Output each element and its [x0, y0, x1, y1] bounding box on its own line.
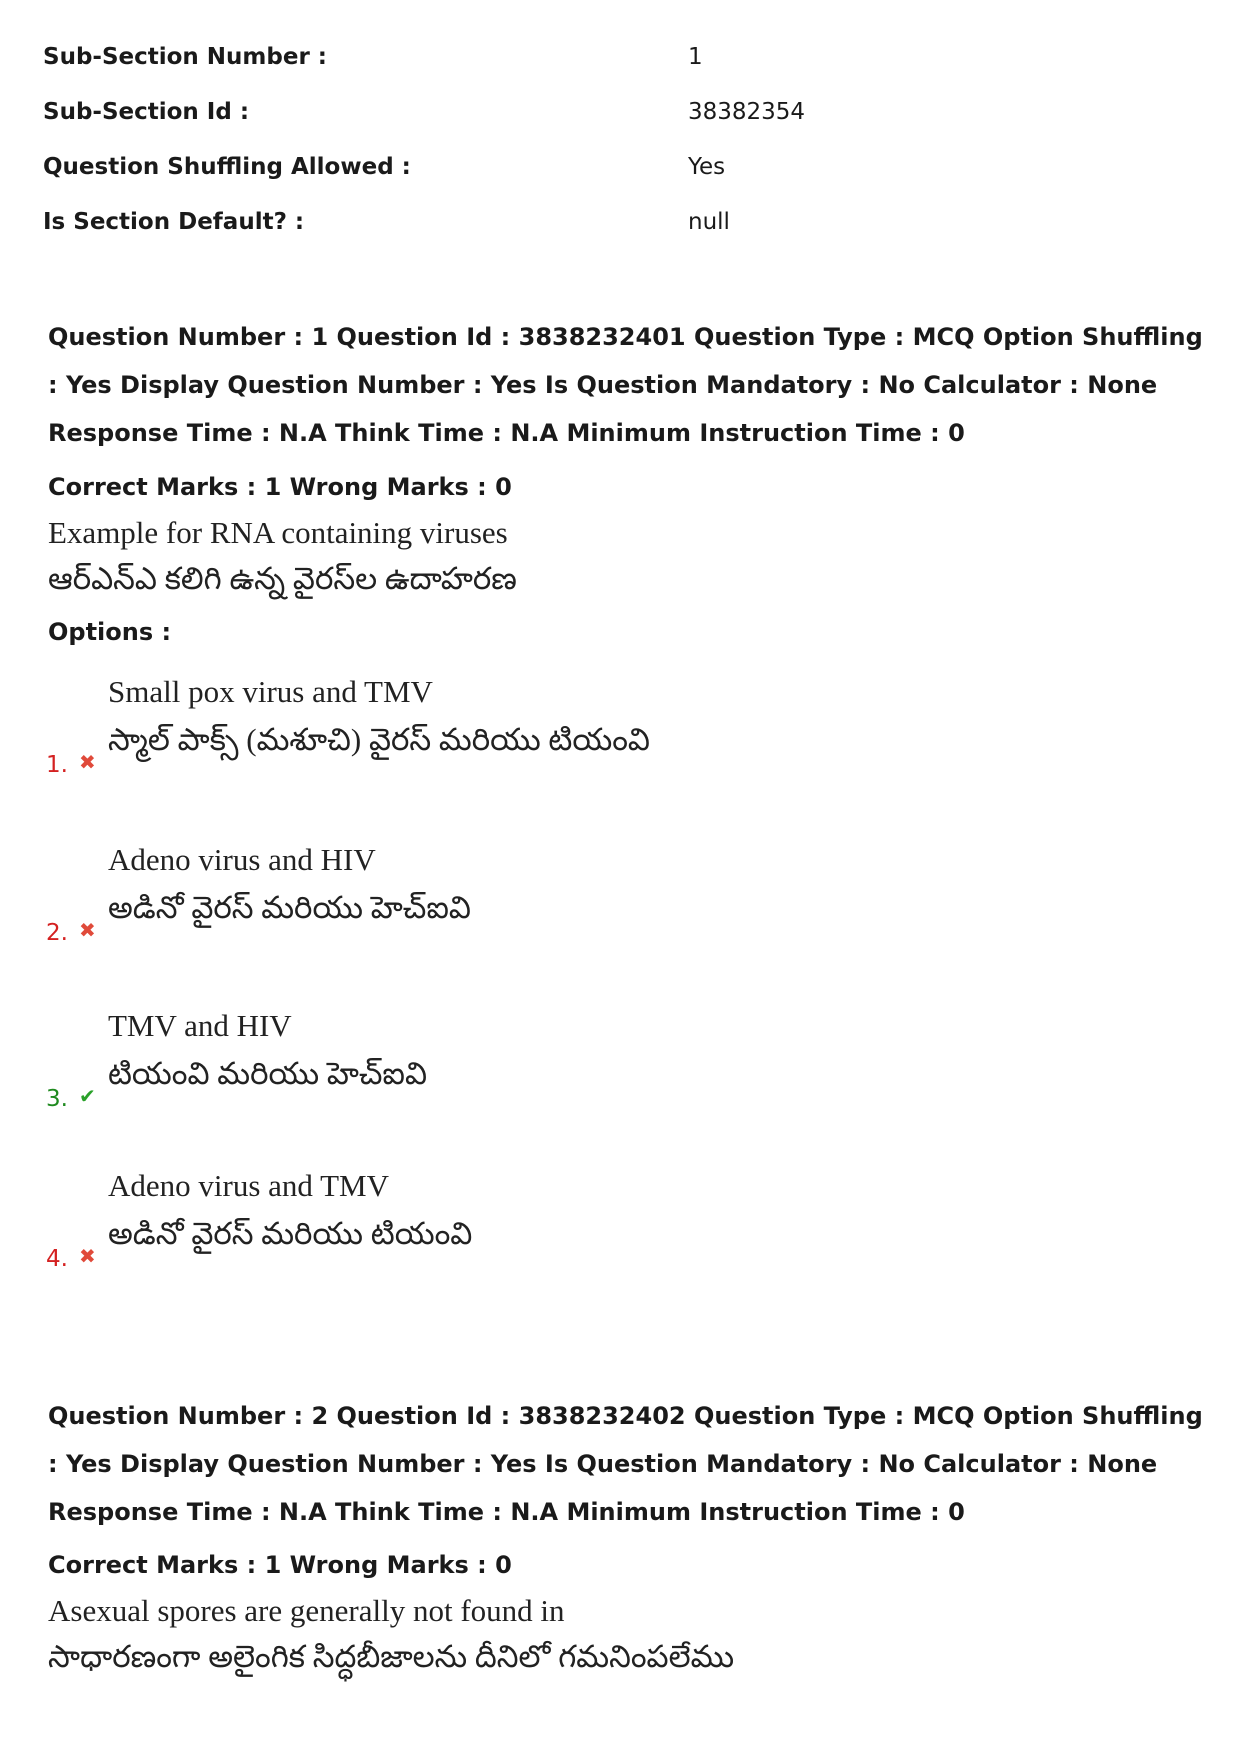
- question-stem-english: Example for RNA containing viruses: [48, 515, 508, 550]
- option-telugu: టియంవి మరియు హెచ్ఐవి: [108, 1056, 427, 1091]
- question-stem-telugu: ఆర్ఎన్ఎ కలిగి ఉన్న వైరస్‌ల ఉదాహరణ: [48, 561, 517, 596]
- question-shuffling-value: Yes: [688, 154, 726, 180]
- option-telugu: అడినో వైరస్ మరియు హెచ్ఐవి: [108, 890, 471, 925]
- section-default-value: null: [688, 209, 730, 235]
- option-number: 4.: [46, 1246, 68, 1272]
- option-english: Small pox virus and TMV: [108, 674, 433, 709]
- wrong-cross-icon: ✖: [79, 918, 96, 942]
- option-text: [108, 1002, 427, 1098]
- correct-check-icon: ✔: [79, 1084, 96, 1108]
- option-telugu: అడినో వైరస్ మరియు టియంవి: [108, 1216, 473, 1251]
- subsection-id-value: 38382354: [688, 99, 806, 125]
- option-number: 3.: [46, 1086, 68, 1112]
- subsection-number-label: Sub-Section Number :: [43, 44, 328, 70]
- question-marks: Correct Marks : 1 Wrong Marks : 0: [48, 473, 512, 501]
- question-shuffling-label: Question Shuffling Allowed :: [43, 154, 411, 180]
- wrong-cross-icon: ✖: [79, 750, 96, 774]
- option-text: [108, 1162, 472, 1258]
- subsection-number-value: 1: [688, 44, 703, 70]
- option-1: [46, 668, 846, 778]
- option-number: 2.: [46, 920, 68, 946]
- option-3: [46, 1002, 846, 1112]
- question-stem-english: Asexual spores are generally not found in: [48, 1593, 565, 1628]
- wrong-cross-icon: ✖: [79, 1244, 96, 1268]
- option-telugu: స్మాల్ పాక్స్ (మశూచి) వైరస్ మరియు టియంవి: [108, 722, 650, 757]
- question-marks: Correct Marks : 1 Wrong Marks : 0: [48, 1551, 512, 1579]
- question-stem-telugu: సాధారణంగా అలైంగిక సిద్ధబీజాలను దీనిలో గమనింపలేము: [48, 1639, 735, 1674]
- option-4: [46, 1162, 846, 1272]
- option-text: [108, 668, 650, 764]
- option-2: [46, 836, 846, 946]
- options-label: Options :: [48, 618, 172, 646]
- option-english: Adeno virus and HIV: [108, 842, 376, 877]
- question-header: Question Number : 1 Question Id : 3838232401 Question Type : MCQ Option Shuffling : Yes Display Question Number : Yes Is Question Mandatory : No Calculator : None Response Time : N.A Think Time : N.A Minimum Instruction Time : 0: [48, 323, 1203, 447]
- section-default-label: Is Section Default? :: [43, 209, 305, 235]
- question-header: Question Number : 2 Question Id : 3838232402 Question Type : MCQ Option Shuffling : Yes Display Question Number : Yes Is Question Mandatory : No Calculator : None Response Time : N.A Think Time : N.A Minimum Instruction Time : 0: [48, 1402, 1203, 1526]
- option-english: Adeno virus and TMV: [108, 1168, 389, 1203]
- option-text: [108, 836, 471, 932]
- option-english: TMV and HIV: [108, 1008, 292, 1043]
- option-number: 1.: [46, 752, 68, 778]
- subsection-id-label: Sub-Section Id :: [43, 99, 250, 125]
